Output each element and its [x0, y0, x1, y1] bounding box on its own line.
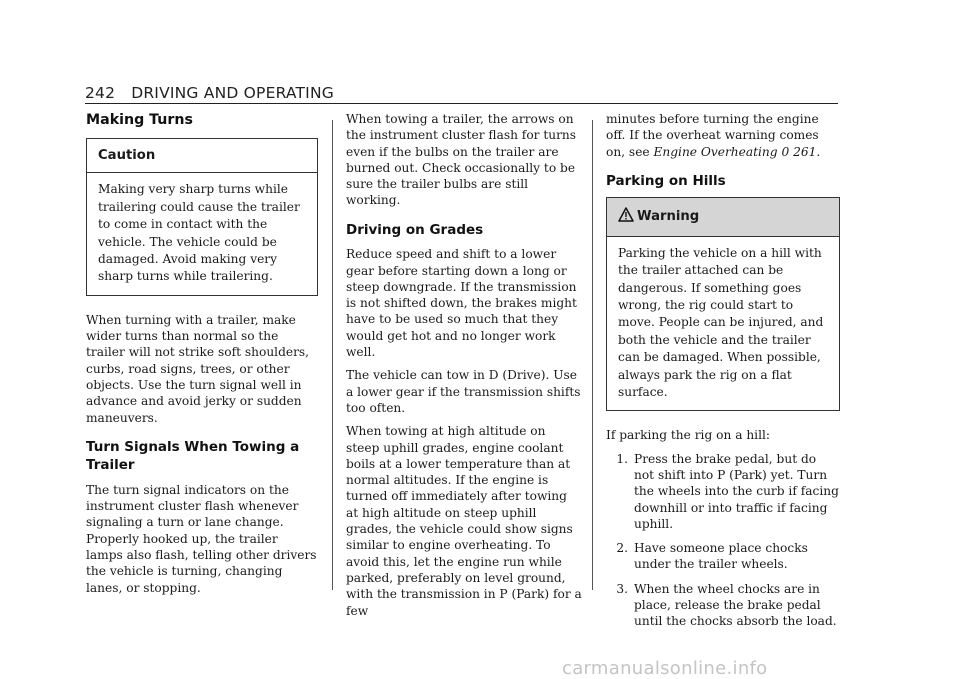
- paragraph: When towing at high altitude on steep uphill grades, engine coolant boils at a lower temperature than at normal altitudes. If the engine is turned off immediately after towing at high altitude on steep uphill grades, the vehicle could show signs similar to engine overheating. To avoid this, let the engine run while parked, preferably on level ground, with the transmission in P (Park) for a few: [346, 424, 582, 618]
- paragraph-text: minutes before turning the engine off. If the overheat warning comes on, see: [606, 112, 819, 159]
- step-number: 1.: [616, 451, 628, 466]
- warning-header: [607, 198, 839, 236]
- header-rule: [85, 103, 838, 104]
- column-2: [346, 111, 582, 626]
- step-number: 3.: [616, 581, 628, 596]
- list-item: [606, 451, 840, 532]
- paragraph: The turn signal indicators on the instrument cluster flash whenever signaling a turn or lane change. Properly hooked up, the trailer lamps also flash, telling other drivers the vehicle is turning, changing lanes, or stopping.: [86, 482, 317, 595]
- paragraph: Reduce speed and shift to a lower gear before starting down a long or steep downgrade. If the transmission is not shifted down, the brakes might have to be used so much that they would get hot and no longer work well.: [346, 247, 577, 360]
- caution-title: Caution: [87, 139, 317, 173]
- heading-driving-on-grades: Driving on Grades: [346, 221, 484, 238]
- warning-triangle-icon: [618, 207, 634, 227]
- column-divider: [332, 120, 333, 590]
- warning-title: Warning: [637, 209, 700, 225]
- column-3: [606, 111, 840, 638]
- warning-box: [606, 197, 840, 411]
- list-item: [606, 581, 840, 630]
- step-number: 2.: [616, 541, 628, 556]
- watermark: carmanualsonline.info: [562, 658, 768, 679]
- heading-making-turns: Making Turns: [86, 112, 193, 128]
- paragraph-end: .: [816, 144, 821, 159]
- page-header: [85, 84, 334, 102]
- paragraph: When towing a trailer, the arrows on the instrument cluster flash for turns even if the bulbs on the trailer are burned out. Check occasionally to be sure the trailer bulbs are still working.: [346, 112, 577, 208]
- step-text: Press the brake pedal, but do not shift into P (Park) yet. Turn the wheels into the curb if facing downhill or into traffic if facing uphill.: [634, 451, 839, 531]
- cross-reference-link[interactable]: [654, 145, 817, 159]
- caution-box: [86, 138, 318, 296]
- heading-parking-on-hills: Parking on Hills: [606, 172, 726, 189]
- step-text: Have someone place chocks under the trailer wheels.: [634, 541, 808, 572]
- step-text: When the wheel chocks are in place, release the brake pedal until the chocks absorb the load.: [634, 581, 837, 629]
- section-title: DRIVING AND OPERATING: [131, 84, 334, 102]
- warning-text: Parking the vehicle on a hill with the trailer attached can be dangerous. If something goes wrong, the rig could start to move. People can be injured, and both the vehicle and the trailer can be damaged. When possible, always park the rig on a flat surface.: [618, 245, 824, 399]
- paragraph: When turning with a trailer, make wider turns than normal so the trailer will not strike soft shoulders, curbs, road signs, trees, or other objects. Use the turn signal well in advance and avoid jerky or sudden maneuvers.: [86, 312, 310, 425]
- reference-title: Engine Overheating: [653, 144, 778, 159]
- list-intro: If parking the rig on a hill:: [606, 428, 770, 443]
- column-1: [86, 111, 318, 603]
- steps-list: [606, 451, 840, 630]
- heading-turn-signals: Turn Signals When Towing a Trailer: [86, 438, 300, 474]
- reference-page: 261: [793, 144, 817, 159]
- paragraph: [606, 111, 840, 160]
- page-number: 242: [85, 84, 116, 102]
- list-item: [606, 540, 840, 573]
- column-divider: [592, 120, 593, 590]
- caution-text: Making very sharp turns while trailering could cause the trailer to come in contact with the vehicle. The vehicle could be damaged. Avoid making very sharp turns while trailering.: [98, 182, 300, 284]
- paragraph: The vehicle can tow in D (Drive). Use a lower gear if the transmission shifts too often.: [346, 368, 581, 415]
- page-ref-symbol: 0: [781, 144, 790, 159]
